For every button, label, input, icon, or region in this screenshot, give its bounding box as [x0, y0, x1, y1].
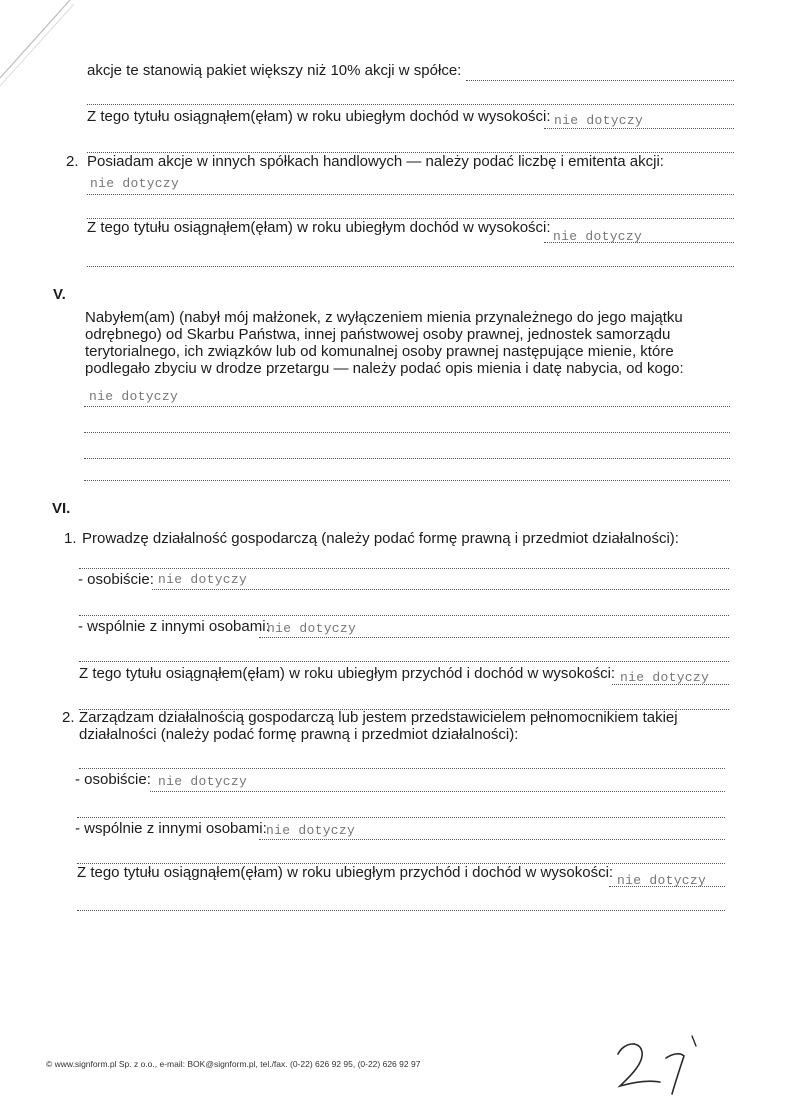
- section-v-heading: V.: [53, 286, 66, 303]
- vi-item1-personally-value: nie dotyczy: [158, 572, 248, 587]
- handwritten-page-number: [610, 1028, 705, 1098]
- scan-mark: [778, 584, 782, 589]
- vi-item1-personally-label: - osobiście:: [78, 571, 154, 588]
- vi-item1-income-label: Z tego tytułu osiągnąłem(ęłam) w roku ubiegłym przychód i dochód w wysokości:: [79, 665, 616, 682]
- form-line: [259, 637, 729, 638]
- form-line: [87, 266, 734, 267]
- form-line: [84, 432, 730, 433]
- income1-label: Z tego tytułu osiągnąłem(ęłam) w roku ubiegłym dochód w wysokości:: [87, 108, 551, 125]
- income2-value: nie dotyczy: [553, 229, 643, 244]
- section-v-text: [85, 309, 745, 377]
- section-v-line-4: podlegało zbyciu w drodze przetargu — należy podać opis mienia i datę nabycia, od kogo:: [85, 360, 684, 377]
- vi-item1-income-value: nie dotyczy: [620, 670, 710, 685]
- item2-label: Posiadam akcje w innych spółkach handlowych — należy podać liczbę i emitenta akcji:: [87, 153, 664, 170]
- vi-item2-line-2: działalności (należy podać formę prawną i przedmiot działalności):: [79, 726, 519, 743]
- section-v-line-1: Nabyłem(am) (nabył mój małżonek, z wyłączeniem mienia przynależnego do jego majątku: [85, 309, 683, 326]
- vi-item2-line-1: Zarządzam działalnością gospodarczą lub jestem przedstawicielem pełnomocnikiem takiej: [79, 709, 678, 726]
- form-line: [612, 684, 729, 685]
- vi-item2-number: 2.: [62, 709, 75, 726]
- vi-item1-jointly-value: nie dotyczy: [267, 621, 357, 636]
- section-v-value: nie dotyczy: [89, 389, 179, 404]
- section-vi-heading: VI.: [52, 500, 71, 517]
- scan-corner-artifact: [0, 0, 80, 90]
- vi-item1-label: Prowadzę działalność gospodarczą (należy podać formę prawną i przedmiot działalności):: [82, 530, 679, 547]
- vi-item1-number: 1.: [64, 530, 77, 547]
- form-line: [84, 406, 730, 407]
- form-line: [87, 104, 734, 105]
- vi-item2-jointly-value: nie dotyczy: [266, 823, 356, 838]
- form-line: [77, 817, 725, 818]
- form-line: [77, 910, 725, 911]
- income2-label: Z tego tytułu osiągnąłem(ęłam) w roku ubiegłym dochód w wysokości:: [87, 219, 551, 236]
- income1-value: nie dotyczy: [554, 113, 644, 128]
- section-v-line-2: odrębnego) od Skarbu Państwa, innej państwowej osoby prawnej, jednostek samorządu: [85, 326, 671, 343]
- vi-item2-text: [79, 709, 729, 743]
- vi-item2-personally-value: nie dotyczy: [158, 774, 248, 789]
- form-line: [79, 661, 729, 662]
- vi-item2-income-label: Z tego tytułu osiągnąłem(ęłam) w roku ubiegłym przychód i dochód w wysokości:: [77, 864, 614, 881]
- akcje-pakiet-label: akcje te stanowią pakiet większy niż 10% akcji w spółce:: [87, 62, 462, 79]
- form-line: [152, 589, 729, 590]
- form-line: [150, 791, 725, 792]
- form-line: [84, 480, 730, 481]
- income2-line: [544, 242, 734, 243]
- form-line: [79, 615, 729, 616]
- form-line: [84, 458, 730, 459]
- form-line: [79, 768, 725, 769]
- form-line: [609, 886, 725, 887]
- item2-number: 2.: [66, 153, 79, 170]
- form-line: [259, 839, 725, 840]
- vi-item2-personally-label: - osobiście:: [75, 771, 151, 788]
- akcje-pakiet-line: [466, 80, 734, 81]
- item2-value: nie dotyczy: [90, 176, 180, 191]
- footer-text: © www.signform.pl Sp. z o.o., e-mail: BOK@signform.pl, tel./fax. (0-22) 626 92 95, (0-22) 626 92 97: [46, 1059, 421, 1069]
- form-line: [79, 568, 729, 569]
- income1-line: [544, 128, 734, 129]
- section-v-line-3: terytorialnego, ich związków lub od komunalnej osoby prawnej następujące mienie, które: [85, 343, 674, 360]
- form-line: [87, 194, 734, 195]
- vi-item1-jointly-label: - wspólnie z innymi osobami:: [78, 618, 270, 635]
- vi-item2-jointly-label: - wspólnie z innymi osobami:: [75, 820, 267, 837]
- vi-item2-income-value: nie dotyczy: [617, 873, 707, 888]
